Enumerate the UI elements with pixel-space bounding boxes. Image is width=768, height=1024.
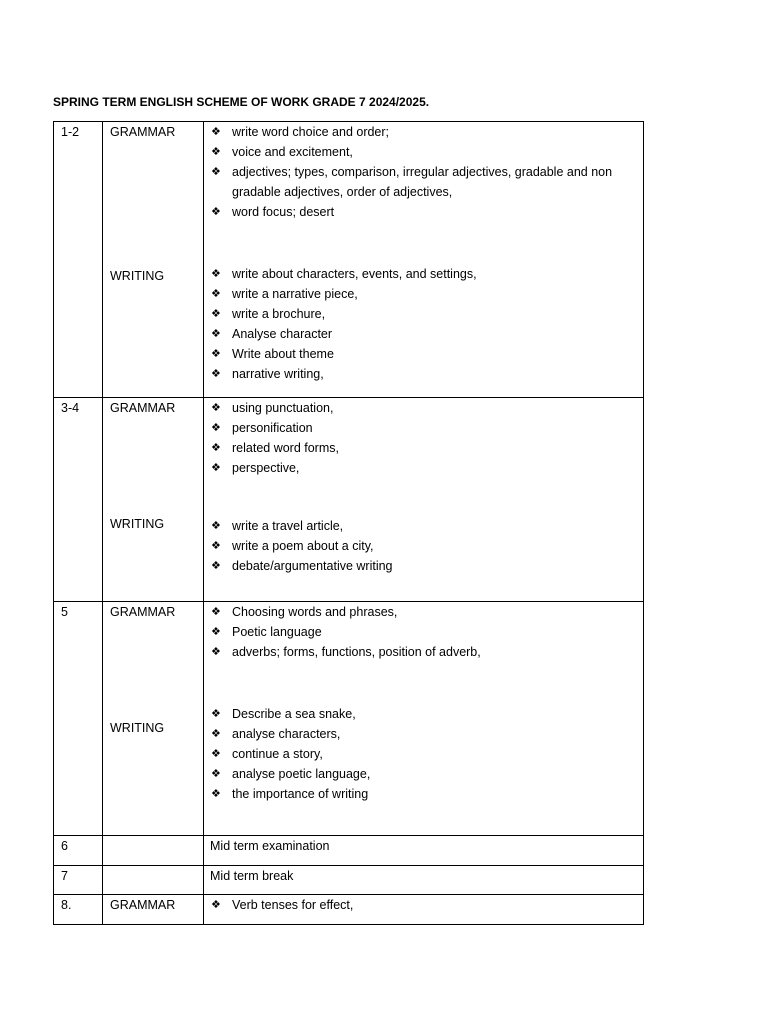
week-label: 6 (61, 839, 68, 853)
area-cell (103, 895, 204, 925)
week-label: 1-2 (61, 125, 80, 139)
list-item: ❖ related word forms, (210, 438, 637, 458)
area-cell (103, 836, 204, 866)
table-row (54, 895, 644, 925)
table-row (54, 836, 644, 866)
writing-list (210, 704, 637, 804)
area-cell (103, 398, 204, 602)
diamond-bullet-icon: ❖ (211, 166, 221, 178)
diamond-bullet-icon: ❖ (211, 348, 221, 360)
diamond-bullet-icon: ❖ (211, 288, 221, 300)
diamond-bullet-icon: ❖ (211, 328, 221, 340)
diamond-bullet-icon: ❖ (211, 646, 221, 658)
table-row (54, 398, 644, 602)
mid-term-exam-text: Mid term examination (210, 839, 330, 853)
diamond-bullet-icon: ❖ (211, 540, 221, 552)
table-row (54, 122, 644, 398)
diamond-bullet-icon: ❖ (211, 728, 221, 740)
list-item: ❖ using punctuation, (210, 398, 637, 418)
content-cell (204, 895, 644, 925)
week-label: 7 (61, 869, 68, 883)
list-item: ❖ word focus; desert (210, 202, 637, 222)
table-row (54, 602, 644, 836)
list-item: ❖ adverbs; forms, functions, position of adverb, (210, 642, 637, 662)
diamond-bullet-icon: ❖ (211, 308, 221, 320)
list-item: ❖ Write about theme (210, 344, 637, 364)
area-cell (103, 122, 204, 398)
week-label: 5 (61, 605, 68, 619)
list-item: ❖ Choosing words and phrases, (210, 602, 637, 622)
diamond-bullet-icon: ❖ (211, 126, 221, 138)
list-item: ❖ debate/argumentative writing (210, 556, 637, 576)
diamond-bullet-icon: ❖ (211, 206, 221, 218)
area-cell (103, 602, 204, 836)
content-cell (204, 398, 644, 602)
table-row (54, 866, 644, 895)
list-item: ❖ write word choice and order; (210, 122, 637, 142)
week-cell (54, 895, 103, 925)
content-cell (204, 836, 644, 866)
grammar-label: GRAMMAR (110, 125, 176, 139)
week-label: 3-4 (61, 401, 80, 415)
diamond-bullet-icon: ❖ (211, 768, 221, 780)
diamond-bullet-icon: ❖ (211, 788, 221, 800)
list-item: ❖ continue a story, (210, 744, 637, 764)
list-item: ❖ the importance of writing (210, 784, 637, 804)
list-item: ❖ write a travel article, (210, 516, 637, 536)
content-cell (204, 866, 644, 895)
list-item: ❖ Verb tenses for effect, (210, 895, 637, 915)
content-cell (204, 122, 644, 398)
diamond-bullet-icon: ❖ (211, 146, 221, 158)
diamond-bullet-icon: ❖ (211, 268, 221, 280)
diamond-bullet-icon: ❖ (211, 748, 221, 760)
grammar-list (210, 122, 637, 222)
list-item: ❖ Describe a sea snake, (210, 704, 637, 724)
diamond-bullet-icon: ❖ (211, 708, 221, 720)
week-cell (54, 398, 103, 602)
diamond-bullet-icon: ❖ (211, 368, 221, 380)
writing-list (210, 264, 637, 384)
list-item: ❖ adjectives; types, comparison, irregular adjectives, gradable and non gradable adjectives, order of adjectives, (210, 162, 637, 202)
writing-label: WRITING (110, 517, 165, 531)
week-cell (54, 122, 103, 398)
diamond-bullet-icon: ❖ (211, 402, 221, 414)
mid-term-break-text: Mid term break (210, 869, 294, 883)
diamond-bullet-icon: ❖ (211, 626, 221, 638)
grammar-label: GRAMMAR (110, 401, 176, 415)
document-title: SPRING TERM ENGLISH SCHEME OF WORK GRADE 7 2024/2025. (53, 95, 430, 109)
writing-label: WRITING (110, 269, 165, 283)
week-label: 8. (61, 898, 72, 912)
list-item: ❖ write about characters, events, and settings, (210, 264, 637, 284)
list-item: ❖ perspective, (210, 458, 637, 478)
grammar-list (210, 602, 637, 662)
scheme-table (53, 121, 644, 925)
diamond-bullet-icon: ❖ (211, 560, 221, 572)
list-item: ❖ analyse characters, (210, 724, 637, 744)
diamond-bullet-icon: ❖ (211, 520, 221, 532)
grammar-label: GRAMMAR (110, 898, 176, 912)
list-item: ❖ analyse poetic language, (210, 764, 637, 784)
diamond-bullet-icon: ❖ (211, 462, 221, 474)
list-item: ❖ voice and excitement, (210, 142, 637, 162)
content-cell (204, 602, 644, 836)
week-cell (54, 866, 103, 895)
diamond-bullet-icon: ❖ (211, 442, 221, 454)
writing-label: WRITING (110, 721, 165, 735)
diamond-bullet-icon: ❖ (211, 422, 221, 434)
grammar-list (210, 398, 637, 478)
grammar-list (210, 895, 637, 915)
list-item: ❖ Poetic language (210, 622, 637, 642)
area-cell (103, 866, 204, 895)
diamond-bullet-icon: ❖ (211, 606, 221, 618)
diamond-bullet-icon: ❖ (211, 899, 221, 911)
list-item: ❖ write a narrative piece, (210, 284, 637, 304)
week-cell (54, 602, 103, 836)
list-item: ❖ write a poem about a city, (210, 536, 637, 556)
list-item: ❖ narrative writing, (210, 364, 637, 384)
list-item: ❖ personification (210, 418, 637, 438)
week-cell (54, 836, 103, 866)
writing-list (210, 516, 637, 576)
list-item: ❖ Analyse character (210, 324, 637, 344)
grammar-label: GRAMMAR (110, 605, 176, 619)
list-item: ❖ write a brochure, (210, 304, 637, 324)
